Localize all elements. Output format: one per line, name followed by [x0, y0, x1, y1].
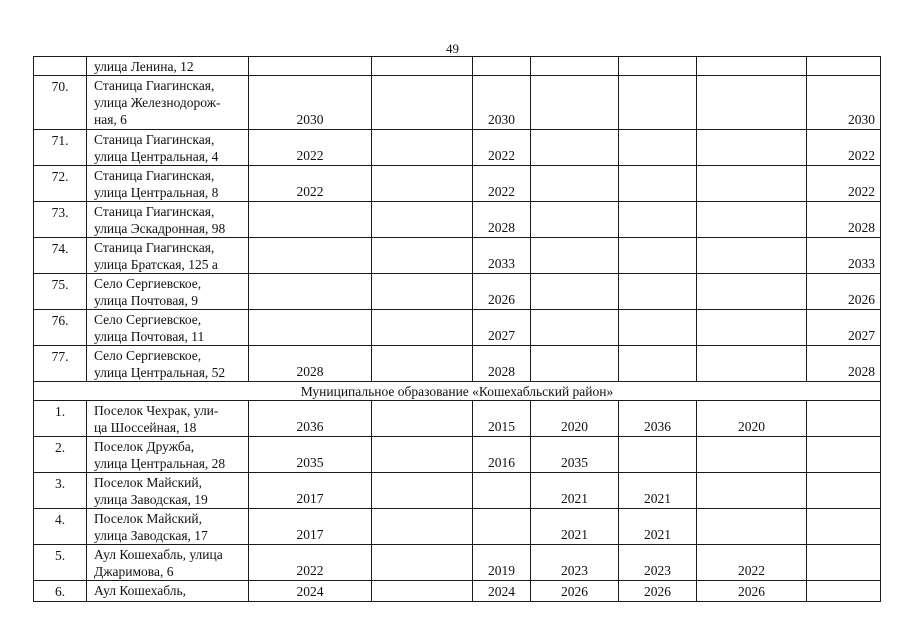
row-number-cell: 73. — [34, 202, 87, 238]
address-cell — [87, 310, 249, 346]
year-cell — [372, 166, 473, 202]
year-cell: 2022 — [473, 130, 531, 166]
row-number-cell: 4. — [34, 509, 87, 545]
year-cell — [619, 238, 697, 274]
year-cell: 2017 — [249, 473, 372, 509]
address-line: ная, 6 — [94, 112, 127, 127]
address-line: Село Сергиевское, — [94, 276, 202, 291]
year-cell — [697, 437, 807, 473]
year-cell: 2023 — [619, 545, 697, 581]
row-number-cell: 1. — [34, 401, 87, 437]
year-cell: 2026 — [473, 274, 531, 310]
year-cell: 2022 — [697, 545, 807, 581]
year-cell — [249, 310, 372, 346]
year-cell — [619, 437, 697, 473]
year-cell — [807, 437, 881, 473]
year-cell — [372, 437, 473, 473]
row-number-cell: 3. — [34, 473, 87, 509]
year-cell — [807, 57, 881, 76]
year-cell — [697, 202, 807, 238]
year-cell: 2027 — [473, 310, 531, 346]
year-cell — [372, 545, 473, 581]
address-line: улица Почтовая, 9 — [94, 293, 199, 308]
year-cell: 2021 — [619, 509, 697, 545]
table-row — [34, 238, 881, 274]
row-number-cell: 2. — [34, 437, 87, 473]
year-cell — [531, 76, 619, 130]
year-cell — [372, 202, 473, 238]
address-line: Станица Гиагинская, — [94, 78, 215, 93]
table-row — [34, 437, 881, 473]
year-cell — [807, 473, 881, 509]
year-cell — [531, 310, 619, 346]
table-row — [34, 310, 881, 346]
address-line: Станица Гиагинская, — [94, 168, 215, 183]
table-row — [34, 130, 881, 166]
section-header-row — [34, 382, 881, 401]
year-cell: 2036 — [249, 401, 372, 437]
year-cell: 2028 — [473, 346, 531, 382]
year-cell — [473, 509, 531, 545]
address-line: Аул Кошехабль, — [94, 583, 187, 598]
year-cell — [531, 238, 619, 274]
year-cell — [619, 346, 697, 382]
year-cell — [531, 202, 619, 238]
address-line: улица Центральная, 52 — [94, 365, 226, 380]
year-cell — [697, 509, 807, 545]
table-row — [34, 76, 881, 130]
year-cell — [372, 401, 473, 437]
year-cell: 2015 — [473, 401, 531, 437]
address-cell — [87, 346, 249, 382]
address-line: улица Центральная, 4 — [94, 149, 219, 164]
address-cell — [87, 581, 249, 602]
year-cell: 2021 — [531, 473, 619, 509]
year-cell — [619, 57, 697, 76]
year-cell: 2027 — [807, 310, 881, 346]
address-cell — [87, 202, 249, 238]
year-cell: 2035 — [249, 437, 372, 473]
year-cell — [372, 57, 473, 76]
row-number-cell: 71. — [34, 130, 87, 166]
address-line: Станица Гиагинская, — [94, 204, 215, 219]
year-cell: 2022 — [473, 166, 531, 202]
address-line: ца Шоссейная, 18 — [94, 420, 197, 435]
address-line: Станица Гиагинская, — [94, 132, 215, 147]
row-number-cell: 72. — [34, 166, 87, 202]
year-cell: 2020 — [531, 401, 619, 437]
year-cell: 2028 — [807, 202, 881, 238]
year-cell — [619, 274, 697, 310]
section-title: Муниципальное образование «Кошехабльский район» — [34, 382, 881, 401]
year-cell — [249, 202, 372, 238]
year-cell: 2026 — [807, 274, 881, 310]
table-row — [34, 57, 881, 76]
row-number-cell: 6. — [34, 581, 87, 602]
year-cell — [531, 166, 619, 202]
year-cell — [807, 509, 881, 545]
year-cell — [697, 166, 807, 202]
year-cell: 2026 — [531, 581, 619, 602]
row-number-cell: 75. — [34, 274, 87, 310]
year-cell: 2036 — [619, 401, 697, 437]
address-line: улица Железнодорож- — [94, 95, 221, 110]
address-cell: улица Ленина, 12 — [87, 57, 249, 76]
year-cell — [619, 76, 697, 130]
year-cell: 2035 — [531, 437, 619, 473]
year-cell: 2022 — [249, 130, 372, 166]
year-cell: 2026 — [619, 581, 697, 602]
table-row — [34, 473, 881, 509]
row-number-cell: 74. — [34, 238, 87, 274]
year-cell — [619, 202, 697, 238]
year-cell — [249, 274, 372, 310]
year-cell — [807, 401, 881, 437]
address-line: улица Почтовая, 11 — [94, 329, 205, 344]
year-cell — [372, 274, 473, 310]
row-number-cell: 70. — [34, 76, 87, 130]
address-line: улица Заводская, 17 — [94, 528, 208, 543]
year-cell — [372, 76, 473, 130]
year-cell: 2026 — [697, 581, 807, 602]
year-cell — [531, 57, 619, 76]
year-cell — [619, 166, 697, 202]
year-cell — [697, 310, 807, 346]
year-cell — [697, 238, 807, 274]
address-line: улица Эскадронная, 98 — [94, 221, 226, 236]
address-cell — [87, 130, 249, 166]
address-cell — [87, 76, 249, 130]
row-number-cell — [34, 57, 87, 76]
address-line: Село Сергиевское, — [94, 348, 202, 363]
year-cell — [249, 57, 372, 76]
year-cell: 2024 — [249, 581, 372, 602]
table-row — [34, 581, 881, 602]
table-row — [34, 166, 881, 202]
year-cell: 2033 — [807, 238, 881, 274]
year-cell — [372, 238, 473, 274]
year-cell — [249, 238, 372, 274]
address-cell — [87, 274, 249, 310]
address-line: Джаримова, 6 — [94, 564, 174, 579]
table-row — [34, 346, 881, 382]
year-cell: 2024 — [473, 581, 531, 602]
year-cell — [372, 346, 473, 382]
address-line: улица Центральная, 28 — [94, 456, 226, 471]
year-cell: 2033 — [473, 238, 531, 274]
address-cell — [87, 437, 249, 473]
address-line: Поселок Чехрак, ули- — [94, 403, 219, 418]
year-cell: 2020 — [697, 401, 807, 437]
page-number: 49 — [446, 41, 459, 56]
row-number-cell: 77. — [34, 346, 87, 382]
data-table — [33, 56, 881, 602]
address-line: Станица Гиагинская, — [94, 240, 215, 255]
address-cell — [87, 401, 249, 437]
address-cell — [87, 166, 249, 202]
address-line: Село Сергиевское, — [94, 312, 202, 327]
year-cell — [697, 130, 807, 166]
address-line: Аул Кошехабль, улица — [94, 547, 223, 562]
year-cell: 2022 — [807, 166, 881, 202]
year-cell — [807, 545, 881, 581]
year-cell — [807, 581, 881, 602]
address-cell — [87, 238, 249, 274]
year-cell — [372, 581, 473, 602]
year-cell — [697, 57, 807, 76]
year-cell: 2022 — [249, 166, 372, 202]
table-body — [34, 57, 881, 602]
address-line: улица Центральная, 8 — [94, 185, 219, 200]
year-cell: 2030 — [473, 76, 531, 130]
year-cell: 2022 — [249, 545, 372, 581]
address-cell — [87, 473, 249, 509]
year-cell — [619, 310, 697, 346]
year-cell — [473, 473, 531, 509]
year-cell: 2028 — [473, 202, 531, 238]
year-cell: 2019 — [473, 545, 531, 581]
address-line: улица Братская, 125 а — [94, 257, 218, 272]
year-cell — [473, 57, 531, 76]
year-cell: 2028 — [249, 346, 372, 382]
year-cell: 2021 — [531, 509, 619, 545]
table-row — [34, 545, 881, 581]
year-cell — [372, 310, 473, 346]
address-line: Поселок Майский, — [94, 511, 202, 526]
table-row — [34, 401, 881, 437]
year-cell — [372, 473, 473, 509]
address-line: Поселок Майский, — [94, 475, 202, 490]
year-cell: 2022 — [807, 130, 881, 166]
row-number-cell: 5. — [34, 545, 87, 581]
address-line: улица Заводская, 19 — [94, 492, 208, 507]
year-cell — [619, 130, 697, 166]
table-row — [34, 274, 881, 310]
year-cell: 2030 — [807, 76, 881, 130]
year-cell — [531, 130, 619, 166]
year-cell: 2016 — [473, 437, 531, 473]
year-cell: 2023 — [531, 545, 619, 581]
year-cell — [531, 346, 619, 382]
year-cell — [372, 130, 473, 166]
year-cell — [372, 509, 473, 545]
year-cell: 2017 — [249, 509, 372, 545]
address-cell — [87, 509, 249, 545]
row-number-cell: 76. — [34, 310, 87, 346]
year-cell — [697, 473, 807, 509]
year-cell — [697, 274, 807, 310]
table-row — [34, 509, 881, 545]
table-row — [34, 202, 881, 238]
address-cell — [87, 545, 249, 581]
year-cell — [531, 274, 619, 310]
year-cell: 2030 — [249, 76, 372, 130]
year-cell: 2028 — [807, 346, 881, 382]
year-cell — [697, 346, 807, 382]
year-cell — [697, 76, 807, 130]
address-line: Поселок Дружба, — [94, 439, 195, 454]
year-cell: 2021 — [619, 473, 697, 509]
